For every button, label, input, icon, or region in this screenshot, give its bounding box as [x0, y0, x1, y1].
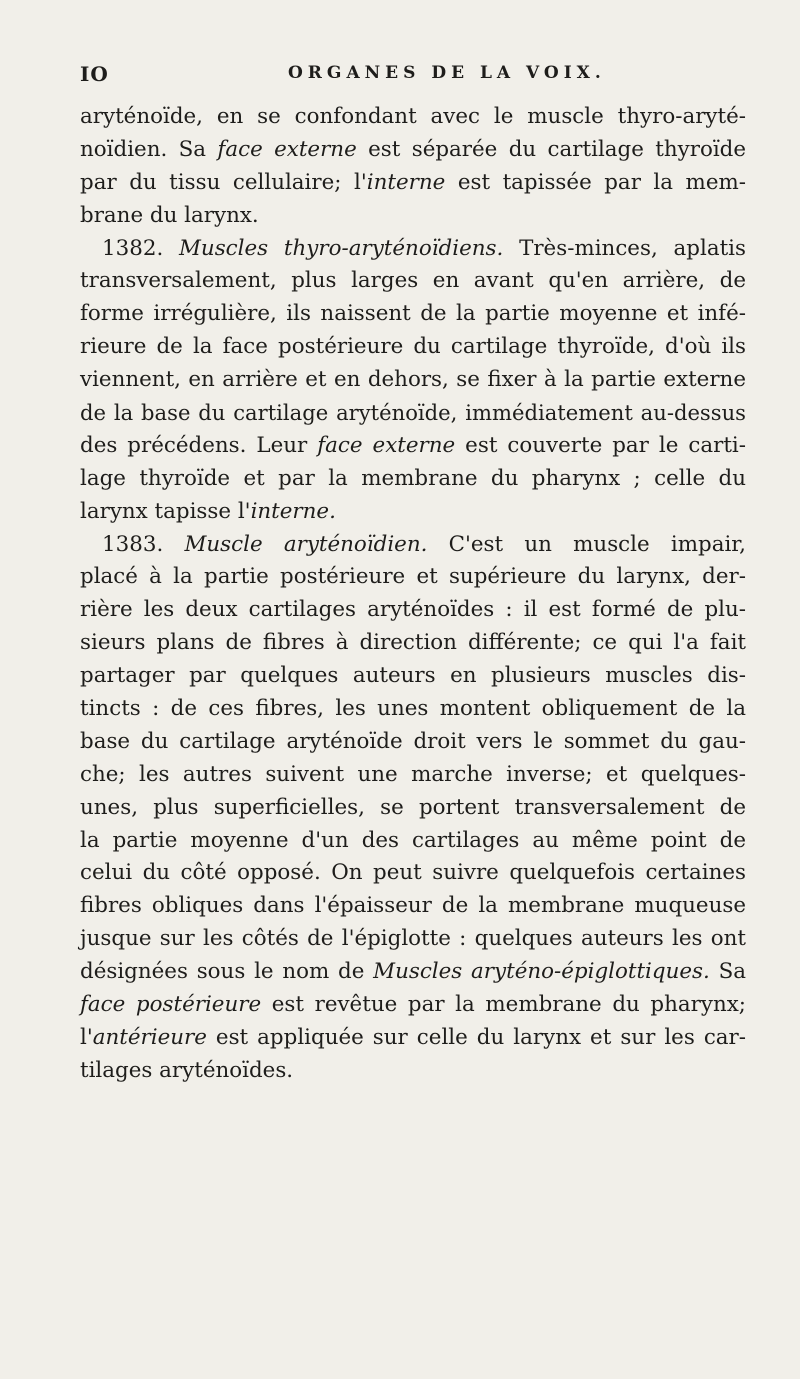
- text-line: [80, 660, 746, 693]
- text-line: [80, 298, 746, 331]
- text-segment: unes, plus superficielles, se portent transversalement de: [80, 794, 746, 820]
- page-number: IO: [80, 62, 109, 86]
- text-segment: celui du côté opposé. On peut suivre quelquefois certaines: [80, 860, 746, 886]
- text-line: [80, 233, 746, 266]
- text-line: [80, 989, 746, 1022]
- text-segment: rieure de la face postérieure du cartilage thyroïde, d'où ils: [80, 334, 746, 360]
- text-line: [80, 496, 746, 529]
- text-line: [80, 825, 746, 858]
- text-segment: base du cartilage aryténoïde droit vers le sommet du gau-: [80, 728, 746, 754]
- text-segment: 1382.: [102, 235, 180, 261]
- text-segment: transversalement, plus larges en avant qu'en arrière, de: [80, 268, 746, 294]
- text-line: [80, 956, 746, 989]
- italic-text: face postérieure: [80, 992, 262, 1018]
- text-line: [80, 726, 746, 759]
- text-line: [80, 430, 746, 463]
- text-segment: viennent, en arrière et en dehors, se fixer à la partie externe: [80, 367, 746, 393]
- text-line: [80, 759, 746, 792]
- body-text: [80, 101, 746, 1088]
- text-segment: est couverte par le carti-: [455, 432, 746, 458]
- text-segment: sieurs plans de fibres à direction différente; ce qui l'a fait: [80, 630, 746, 656]
- text-line: [80, 200, 746, 233]
- text-segment: l': [80, 1024, 93, 1050]
- text-segment: aryténoïde, en se confondant avec le muscle thyro-aryté-: [80, 104, 746, 129]
- italic-text: Muscles aryténo-épiglottiques.: [373, 959, 710, 985]
- text-segment: placé à la partie postérieure et supérieure du larynx, der-: [80, 564, 746, 590]
- text-line: [80, 331, 746, 364]
- text-line: [80, 594, 746, 627]
- text-segment: Sa: [709, 959, 746, 985]
- text-segment: 1383.: [102, 531, 185, 557]
- italic-text: Muscle aryténoïdien.: [184, 531, 428, 557]
- text-segment: larynx tapisse l': [80, 498, 251, 524]
- text-line: [80, 167, 746, 200]
- text-segment: tincts : de ces fibres, les unes montent obliquement de la: [80, 696, 746, 722]
- text-line: [80, 134, 746, 167]
- text-line: [80, 1055, 746, 1088]
- text-line: [80, 364, 746, 397]
- italic-text: interne.: [250, 498, 336, 524]
- text-segment: lage thyroïde et par la membrane du pharynx ; celle du: [80, 465, 746, 491]
- text-segment: Très-minces, aplatis: [503, 235, 746, 261]
- text-segment: jusque sur les côtés de l'épiglotte : quelques auteurs les ont: [80, 926, 746, 952]
- text-segment: est appliquée sur celle du larynx et sur les car-: [206, 1024, 746, 1050]
- text-segment: forme irrégulière, ils naissent de la partie moyenne et infé-: [80, 301, 746, 327]
- text-line: [80, 792, 746, 825]
- text-line: [80, 923, 746, 956]
- italic-text: interne: [366, 169, 446, 195]
- running-title: ORGANES DE LA VOIX.: [288, 63, 606, 83]
- text-segment: est tapissée par la mem-: [445, 169, 747, 195]
- text-segment: est séparée du cartilage thyroïde: [356, 136, 747, 162]
- text-segment: est revêtue par la membrane du pharynx;: [261, 992, 746, 1018]
- text-line: [80, 693, 746, 726]
- text-segment: tilages aryténoïdes.: [80, 1057, 294, 1083]
- italic-text: Muscles thyro-aryténoïdiens.: [179, 235, 504, 261]
- italic-text: face externe: [217, 136, 357, 162]
- text-segment: par du tissu cellulaire; l': [80, 169, 367, 195]
- text-line: [80, 265, 746, 298]
- text-segment: brane du larynx.: [80, 202, 259, 228]
- text-line: [80, 1022, 746, 1055]
- text-line: [80, 397, 746, 430]
- text-segment: noïdien. Sa: [80, 136, 218, 162]
- text-line: [80, 890, 746, 923]
- text-line: [80, 101, 746, 134]
- text-segment: de la base du cartilage aryténoïde, immédiatement au-dessus: [80, 400, 746, 426]
- text-line: [80, 463, 746, 496]
- running-head: [80, 62, 730, 92]
- text-segment: fibres obliques dans l'épaisseur de la membrane muqueuse: [80, 893, 746, 919]
- text-line: [80, 529, 746, 562]
- text-line: [80, 627, 746, 660]
- text-line: [80, 561, 746, 594]
- text-segment: C'est un muscle impair,: [427, 531, 746, 557]
- text-segment: désignées sous le nom de: [80, 959, 374, 985]
- text-segment: partager par quelques auteurs en plusieurs muscles dis-: [80, 663, 746, 689]
- text-segment: che; les autres suivent une marche inverse; et quelques-: [80, 761, 746, 787]
- italic-text: face externe: [317, 432, 456, 458]
- italic-text: antérieure: [92, 1024, 207, 1050]
- text-segment: des précédens. Leur: [80, 432, 318, 458]
- text-segment: rière les deux cartilages aryténoïdes : il est formé de plu-: [80, 597, 746, 623]
- text-line: [80, 857, 746, 890]
- text-segment: la partie moyenne d'un des cartilages au même point de: [80, 827, 746, 853]
